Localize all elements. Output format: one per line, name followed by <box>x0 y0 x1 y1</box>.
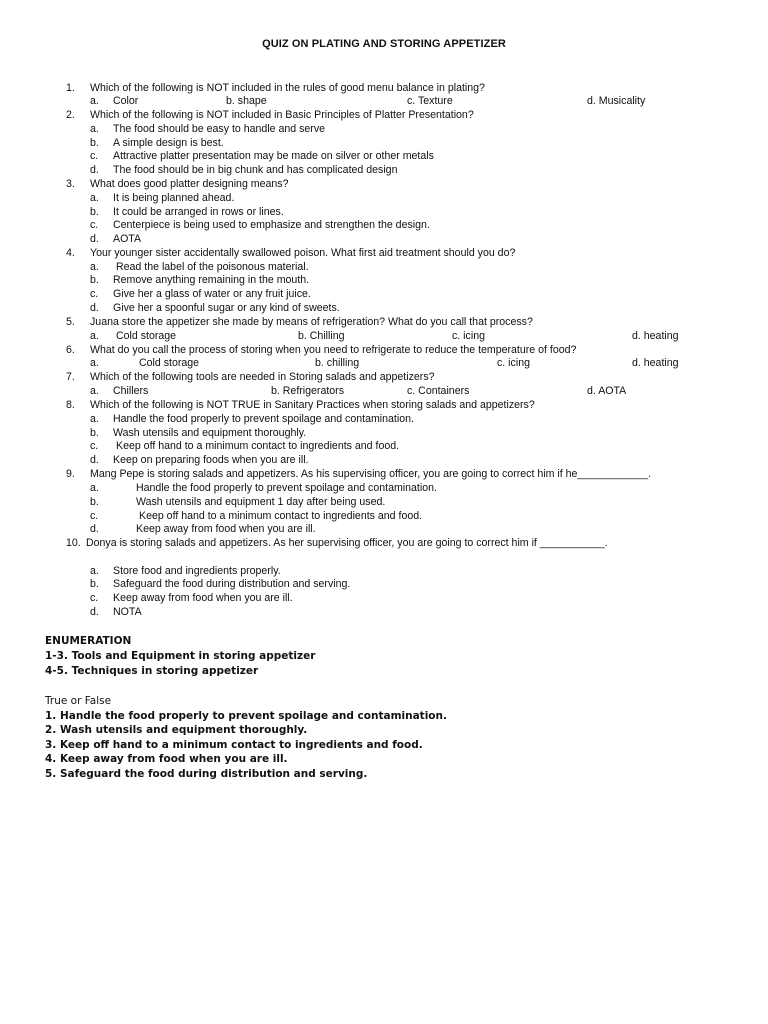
true-false-item: 1. Handle the food properly to prevent spoilage and contamination. <box>45 710 447 722</box>
question-text: Mang Pepe is storing salads and appetizers. As his supervising officer, you are going to correct him if he____________. <box>90 468 652 480</box>
option-text: Centerpiece is being used to emphasize and strengthen the design. <box>113 219 430 231</box>
option-text: Read the label of the poisonous material. <box>116 261 309 273</box>
enumeration-item: 4-5. Techniques in storing appetizer <box>45 665 259 677</box>
option-letter: c. <box>90 592 99 604</box>
option-text: Keep on preparing foods when you are ill. <box>113 454 309 466</box>
choice-d: d. heating <box>632 330 679 342</box>
option-text: Wash utensils and equipment 1 day after being used. <box>136 496 386 508</box>
option-letter: a. <box>90 482 99 494</box>
option-letter: d. <box>90 233 99 245</box>
option-letter: d. <box>90 454 99 466</box>
question-text: Juana store the appetizer she made by means of refrigeration? What do you call that process? <box>90 316 533 328</box>
option-letter: a. <box>90 95 99 107</box>
option-letter: c. <box>90 288 99 300</box>
option-text: NOTA <box>113 606 142 618</box>
option-letter: b. <box>90 427 99 439</box>
option-letter: c. <box>90 150 99 162</box>
question-text: What does good platter designing means? <box>90 178 289 190</box>
question-text: Donya is storing salads and appetizers. As her supervising officer, you are going to correct him if ___________. <box>86 537 608 549</box>
option-letter: b. <box>90 496 99 508</box>
true-false-item: 4. Keep away from food when you are ill. <box>45 753 288 765</box>
question-number: 10. <box>66 537 81 549</box>
option-text: Wash utensils and equipment thoroughly. <box>113 427 307 439</box>
option-letter: a. <box>90 123 99 135</box>
option-letter: b. <box>90 137 99 149</box>
option-letter: d. <box>90 164 99 176</box>
option-text: Safeguard the food during distribution and serving. <box>113 578 351 590</box>
question-text: Which of the following tools are needed in Storing salads and appetizers? <box>90 371 435 383</box>
question-number: 2. <box>66 109 75 121</box>
option-letter: b. <box>90 578 99 590</box>
option-text: The food should be easy to handle and serve <box>113 123 326 135</box>
choice-a: Cold storage <box>139 357 200 369</box>
option-text: Keep off hand to a minimum contact to ingredients and food. <box>139 510 423 522</box>
question-number: 6. <box>66 344 75 356</box>
question-number: 1. <box>66 82 75 94</box>
question-number: 7. <box>66 371 75 383</box>
option-letter: a. <box>90 565 99 577</box>
question-text: Your younger sister accidentally swallowed poison. What first aid treatment should you do? <box>90 247 516 259</box>
choice-b: b. shape <box>226 95 267 107</box>
option-text: It is being planned ahead. <box>113 192 235 204</box>
question-number: 3. <box>66 178 75 190</box>
enumeration-heading: ENUMERATION <box>45 635 132 647</box>
choice-d: d. Musicality <box>587 95 646 107</box>
choice-b: b. Refrigerators <box>271 385 345 397</box>
option-letter: d. <box>90 523 99 535</box>
option-text: AOTA <box>113 233 142 245</box>
option-text: Attractive platter presentation may be made on silver or other metals <box>113 150 434 162</box>
option-text: Give her a glass of water or any fruit juice. <box>113 288 311 300</box>
true-false-heading: True or False <box>45 695 112 707</box>
option-text: Keep away from food when you are ill. <box>136 523 316 535</box>
option-letter: c. <box>90 510 99 522</box>
option-letter: a. <box>90 330 99 342</box>
true-false-item: 5. Safeguard the food during distribution and serving. <box>45 768 368 780</box>
choice-b: b. Chilling <box>298 330 345 342</box>
option-text: It could be arranged in rows or lines. <box>113 206 284 218</box>
question-number: 8. <box>66 399 75 411</box>
choice-d: d. AOTA <box>587 385 627 397</box>
option-text: Remove anything remaining in the mouth. <box>113 274 310 286</box>
question-number: 5. <box>66 316 75 328</box>
option-letter: b. <box>90 274 99 286</box>
option-text: Store food and ingredients properly. <box>113 565 281 577</box>
option-text: The food should be in big chunk and has complicated design <box>113 164 398 176</box>
option-letter: d. <box>90 606 99 618</box>
true-false-item: 2. Wash utensils and equipment thoroughly. <box>45 724 308 736</box>
option-letter: b. <box>90 206 99 218</box>
choice-a: Color <box>113 95 139 107</box>
choice-a: Cold storage <box>116 330 177 342</box>
option-letter: c. <box>90 219 99 231</box>
option-letter: a. <box>90 261 99 273</box>
choice-a: Chillers <box>113 385 149 397</box>
choice-c: c. icing <box>452 330 485 342</box>
question-number: 9. <box>66 468 75 480</box>
option-letter: c. <box>90 440 99 452</box>
question-text: Which of the following is NOT included in Basic Principles of Platter Presentation? <box>90 109 474 121</box>
question-text: What do you call the process of storing when you need to refrigerate to reduce the temperature of food? <box>90 344 577 356</box>
choice-c: c. icing <box>497 357 530 369</box>
option-text: Give her a spoonful sugar or any kind of sweets. <box>113 302 340 314</box>
choice-b: b. chilling <box>315 357 360 369</box>
option-text: Keep off hand to a minimum contact to ingredients and food. <box>116 440 400 452</box>
question-text: Which of the following is NOT TRUE in Sanitary Practices when storing salads and appetizers? <box>90 399 535 411</box>
option-letter: a. <box>90 413 99 425</box>
question-number: 4. <box>66 247 75 259</box>
choice-d: d. heating <box>632 357 679 369</box>
enumeration-item: 1-3. Tools and Equipment in storing appetizer <box>45 650 316 662</box>
page-title: QUIZ ON PLATING AND STORING APPETIZER <box>262 38 506 50</box>
option-text: Handle the food properly to prevent spoilage and contamination. <box>113 413 414 425</box>
option-letter: d. <box>90 302 99 314</box>
option-letter: a. <box>90 385 99 397</box>
option-text: A simple design is best. <box>113 137 224 149</box>
question-text: Which of the following is NOT included in the rules of good menu balance in plating? <box>90 82 485 94</box>
option-letter: a. <box>90 357 99 369</box>
option-text: Keep away from food when you are ill. <box>113 592 293 604</box>
choice-c: c. Texture <box>407 95 453 107</box>
option-text: Handle the food properly to prevent spoilage and contamination. <box>136 482 437 494</box>
option-letter: a. <box>90 192 99 204</box>
true-false-item: 3. Keep off hand to a minimum contact to ingredients and food. <box>45 739 423 751</box>
choice-c: c. Containers <box>407 385 470 397</box>
